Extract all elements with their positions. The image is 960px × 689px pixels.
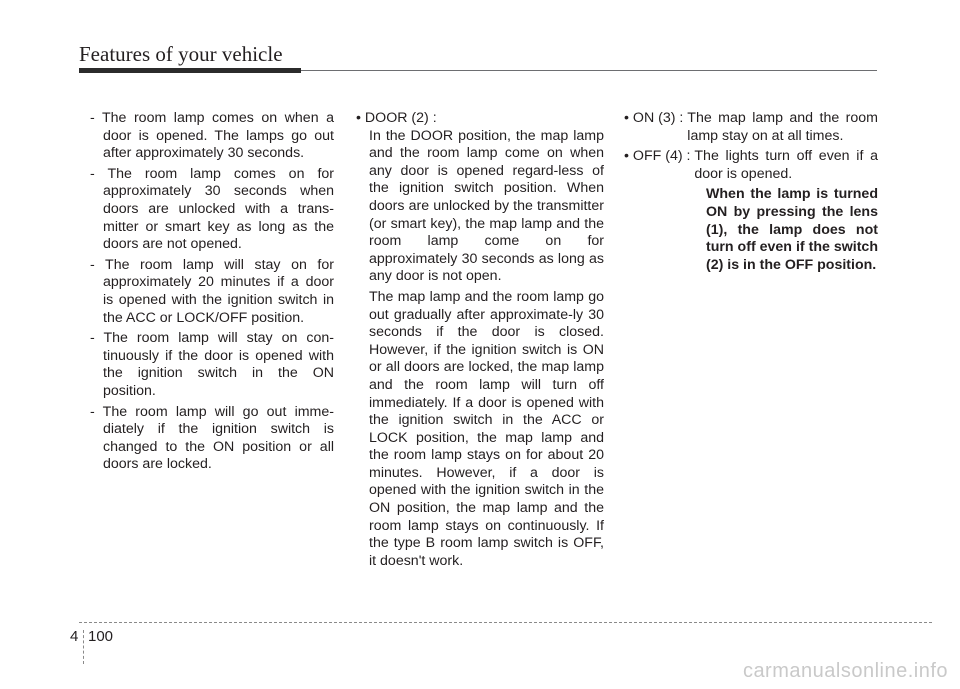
off-position-description: The lights turn off even if a door is opened.: [694, 148, 878, 182]
watermark: carmanualsonline.info: [742, 660, 948, 682]
column-on-off-positions: [624, 110, 878, 274]
chapter-number: 4: [70, 628, 79, 645]
lens-note: When the lamp is turned ON by pressing the lens (1), the lamp does not turn off even if the switch (2) is in the OFF position.: [706, 186, 878, 273]
header-rule: [301, 70, 877, 71]
door-position-paragraph: The map lamp and the room lamp go out gradually after approximate-ly 30 seconds if the door is closed. However, if the ignition switch is ON or all doors are locked, the map lamp and the room lamp will turn off immediately. If a door is opened with the ignition switch in the ACC or LOCK position, the map lamp and the room lamp stays on for about 20 minutes. However, if a door is opened with the ignition switch in the ON position, the map lamp and the room lamp stays on continuously. If the type B room lamp switch is OFF, it doesn't work.: [369, 288, 604, 569]
on-position-label: • ON (3) :: [624, 110, 688, 126]
door-position-paragraph: In the DOOR position, the map lamp and the room lamp come on when any door is opened regard-less of the ignition switch position. When doors are unlocked by the transmitter (or smart key), the map lamp and the room lamp come on for approximately 30 seconds as long as any door is not open.: [369, 127, 604, 285]
header-bar: [79, 68, 301, 73]
list-item: - The room lamp comes on when a door is opened. The lamps go out after approximately 30 seconds.: [90, 110, 334, 162]
list-item: - The room lamp will stay on for approximately 20 minutes if a door is opened with the ignition switch in the ACC or LOCK/OFF position.: [90, 256, 334, 326]
page-number: 100: [88, 628, 114, 645]
column-room-lamp-notes: [90, 110, 334, 477]
footer-rule: [79, 622, 932, 623]
page-header-title: Features of your vehicle: [79, 42, 283, 66]
on-position-description: The map lamp and the room lamp stay on at all times.: [687, 110, 878, 144]
column-door-position: [356, 110, 604, 573]
list-item: - The room lamp comes on for approximately 30 seconds when doors are unlocked with a trans-mitter or smart key as long as the doors are not opened.: [90, 165, 334, 253]
footer-divider: [83, 630, 84, 664]
list-item: - The room lamp will stay on con-tinuously if the door is opened with the ignition switch in the ON position.: [90, 330, 334, 399]
off-position-label: • OFF (4) :: [624, 148, 695, 165]
list-item: - The room lamp will go out imme-diately if the ignition switch is changed to the ON position or all doors are locked.: [90, 403, 334, 473]
on-position-item: [624, 110, 878, 145]
off-position-item: [624, 148, 878, 183]
door-position-heading: • DOOR (2) :: [356, 110, 437, 126]
